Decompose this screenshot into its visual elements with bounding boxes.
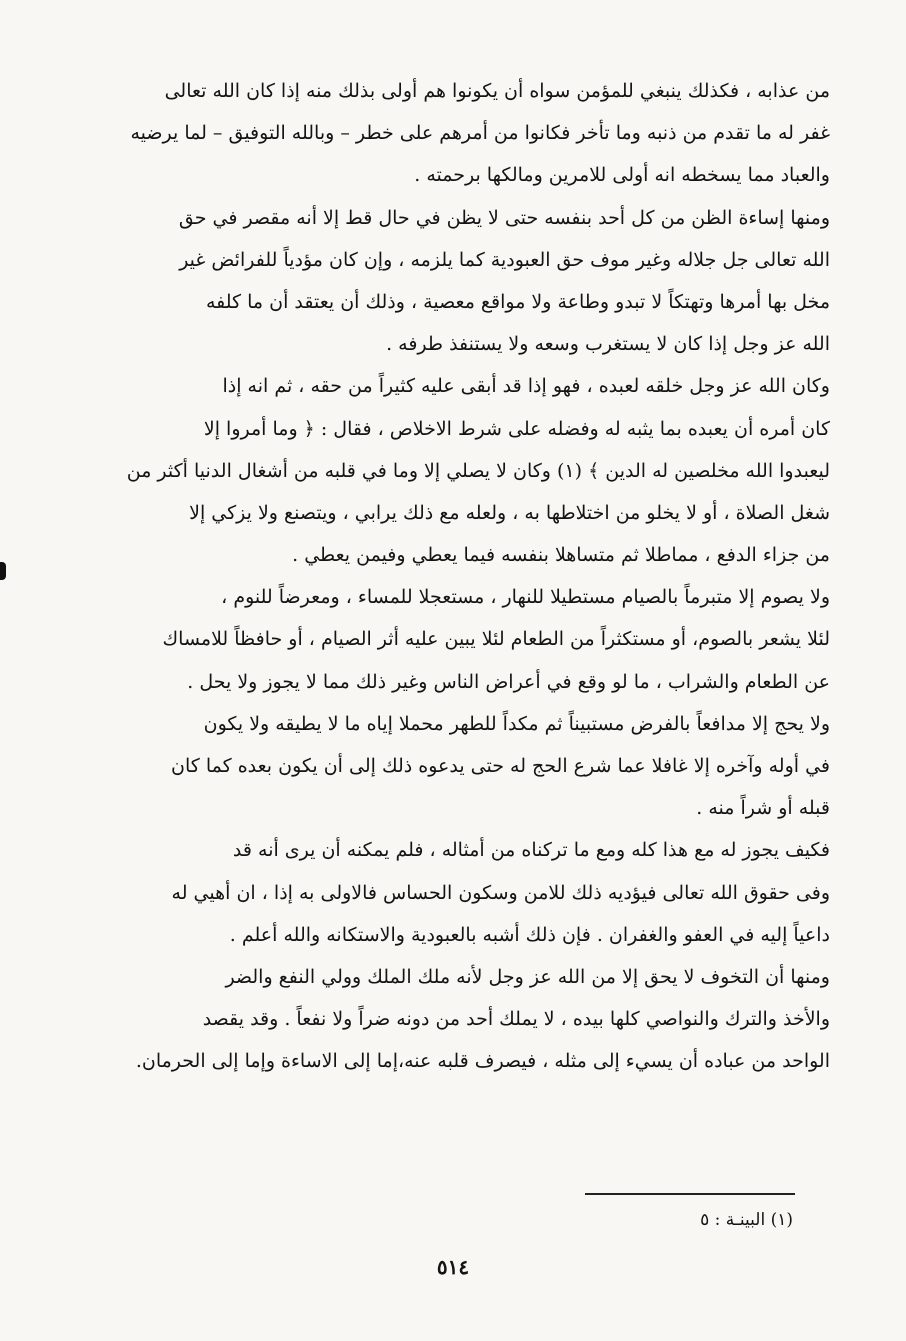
text-line: ليعبدوا الله مخلصين له الدين ﴾ (١) وكان لا يصلي إلا وما في قلبه من أشغال الدنيا أكثر من bbox=[126, 459, 830, 482]
text-line: كان أمره أن يعبده بما يثبه له وفضله على شرط الاخلاص ، فقال : ﴿ وما أمروا إلا bbox=[203, 417, 830, 440]
text-line: ولا يحج إلا مدافعاً بالفرض مستبيناً ثم مكداً للطهر محملا إياه ما لا يطيقه ولا يكون bbox=[203, 712, 830, 735]
text-line: ومنها أن التخوف لا يحق إلا من الله عز وجل لأنه ملك الملك وولي النفع والضر bbox=[225, 965, 830, 988]
text-line: الله تعالى جل جلاله وغير موف حق العبودية كما يلزمه ، وإن كان مؤدياً للفرائض غير bbox=[179, 248, 830, 271]
text-line: من جزاء الدفع ، مماطلا ثم متساهلا بنفسه فيما يعطي وفيمن يعطي . bbox=[292, 544, 830, 567]
body-text bbox=[62, 70, 830, 1083]
text-line: والأخذ والترك والنواصي كلها بيده ، لا يملك أحد من دونه ضراً ولا نفعاً . وقد يقصد bbox=[202, 1008, 830, 1031]
text-line: قبله أو شراً منه . bbox=[696, 797, 830, 820]
text-line: الله عز وجل إذا كان لا يستغرب وسعه ولا يستنفذ طرفه . bbox=[386, 333, 830, 356]
text-line: وفى حقوق الله تعالى فيؤديه ذلك للامن وسكون الحساس فالاولى به إذا ، ان أهيي له bbox=[171, 881, 830, 904]
text-line: شغل الصلاة ، أو لا يخلو من اختلاطها به ، ولعله مع ذلك يرابي ، ويتصنع ولا يزكي إلا bbox=[189, 501, 830, 524]
text-line: مخل بها أمرها وتهتكاً لا تبدو وطاعة ولا مواقع معصية ، وذلك أن يعتقد أن ما كلفه bbox=[205, 290, 830, 313]
text-line: من عذابه ، فكذلك ينبغي للمؤمن سواه أن يكونوا هم أولى بذلك منه إذا كان الله تعالى bbox=[164, 80, 830, 102]
text-line: ولا يصوم إلا متبرماً بالصيام مستطيلا للنهار ، مستعجلا للمساء ، ومعرضاً للنوم ، bbox=[221, 586, 830, 609]
page-edge-mark bbox=[0, 562, 6, 580]
text-line: داعياً إليه في العفو والغفران . فإن ذلك أشبه بالعبودية والاستكانه والله أعلم . bbox=[229, 923, 830, 946]
footnote-separator bbox=[585, 1193, 795, 1195]
page-number: ٥١٤ bbox=[436, 1255, 470, 1279]
text-line: في أوله وآخره إلا غافلا عما شرع الحج له حتى يدعوه ذلك إلى أن يكون بعده كما كان bbox=[171, 755, 830, 777]
text-line: عن الطعام والشراب ، ما لو وقع في أعراض الناس وغير ذلك مما لا يجوز ولا يحل . bbox=[187, 670, 830, 693]
text-line: وكان الله عز وجل خلقه لعبده ، فهو إذا قد أبقى عليه كثيراً من حقه ، ثم انه إذا bbox=[222, 375, 830, 398]
text-line: فكيف يجوز له مع هذا كله ومع ما تركناه من أمثاله ، فلم يمكنه أن يرى أنه قد bbox=[232, 839, 830, 862]
footnote: (١) البينـة : ٥ bbox=[700, 1210, 793, 1230]
text-line: الواحد من عباده أن يسيء إلى مثله ، فيصرف قلبه عنه،إما إلى الاساءة وإما إلى الحرمان. bbox=[135, 1050, 830, 1073]
text-line: ومنها إساءة الظن من كل أحد بنفسه حتى لا يظن في حال قط إلا أنه مقصر في حق bbox=[178, 206, 830, 229]
text-line: غفر له ما تقدم من ذنبه وما تأخر فكانوا من أمرهم على خطر – وبالله التوفيق – لما يرضيه bbox=[130, 122, 830, 145]
text-line: لئلا يشعر بالصوم، أو مستكثراً من الطعام لئلا يبين عليه أثر الصيام ، أو حافظاً للامساك bbox=[162, 628, 830, 651]
text-line: والعباد مما يسخطه انه أولى للامرين ومالكها برحمته . bbox=[414, 164, 830, 187]
